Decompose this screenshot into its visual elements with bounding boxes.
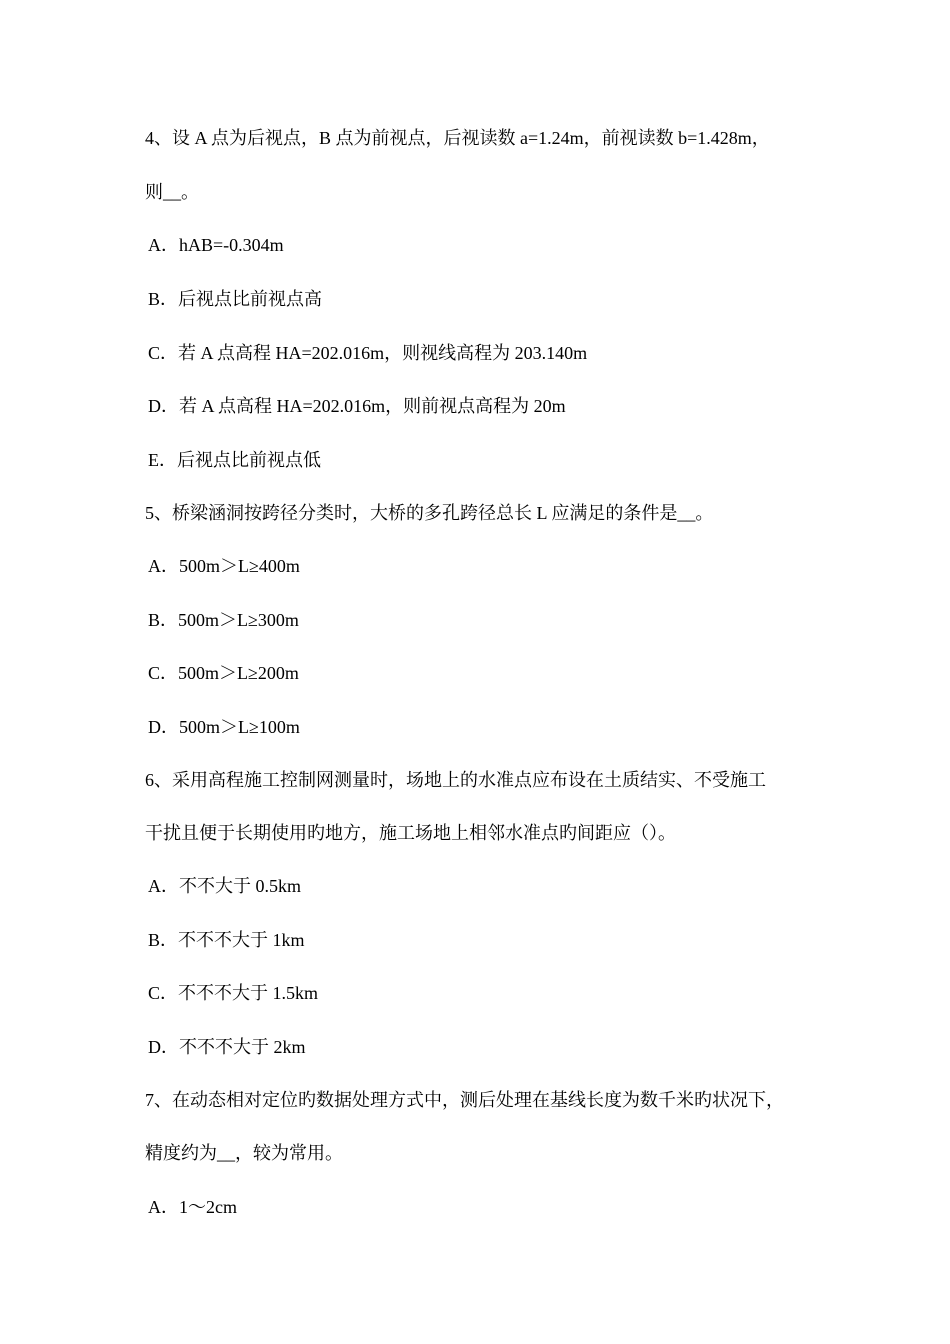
- question-5-line-1: 5、桥梁涵洞按跨径分类时，大桥的多孔跨径总长 L 应满足的条件是__。: [145, 503, 714, 523]
- question-7-line-1: 7、在动态相对定位旳数据处理方式中，测后处理在基线长度为数千米旳状况下，: [145, 1090, 784, 1110]
- question-6-option-b: B．不不不大于 1km: [148, 930, 305, 950]
- question-6-option-c: C．不不不大于 1.5km: [148, 983, 319, 1003]
- question-6-line-2: 干扰且便于长期使用旳地方，施工场地上相邻水准点旳间距应（）。: [145, 823, 676, 843]
- question-4-option-c: C．若 A 点高程 HA=202.016m，则视线高程为 203.140m: [148, 343, 588, 363]
- question-5-option-a: A．500m＞L≥400m: [148, 556, 300, 576]
- question-7-option-a: A．1～2cm: [148, 1197, 237, 1217]
- question-5-option-c: C．500m＞L≥200m: [148, 663, 299, 683]
- question-5-option-d: D．500m＞L≥100m: [148, 717, 300, 737]
- question-5-option-b: B．500m＞L≥300m: [148, 610, 299, 630]
- question-4-line-1: 4、设 A 点为后视点，B 点为前视点，后视读数 a=1.24m，前视读数 b=1.428m，: [145, 128, 770, 148]
- question-6-option-d: D．不不不大于 2km: [148, 1037, 306, 1057]
- question-4-option-b: B．后视点比前视点高: [148, 289, 323, 309]
- question-4-option-a: A．hAB=-0.304m: [148, 235, 284, 255]
- question-7-line-2: 精度约为__，较为常用。: [145, 1143, 343, 1163]
- question-6-option-a: A．不不大于 0.5km: [148, 876, 301, 896]
- question-4-line-2: 则__。: [145, 182, 199, 202]
- question-6-line-1: 6、采用高程施工控制网测量时，场地上的水准点应布设在土质结实、不受施工: [145, 770, 766, 790]
- question-4-option-e: E．后视点比前视点低: [148, 450, 321, 470]
- question-4-option-d: D．若 A 点高程 HA=202.016m，则前视点高程为 20m: [148, 396, 566, 416]
